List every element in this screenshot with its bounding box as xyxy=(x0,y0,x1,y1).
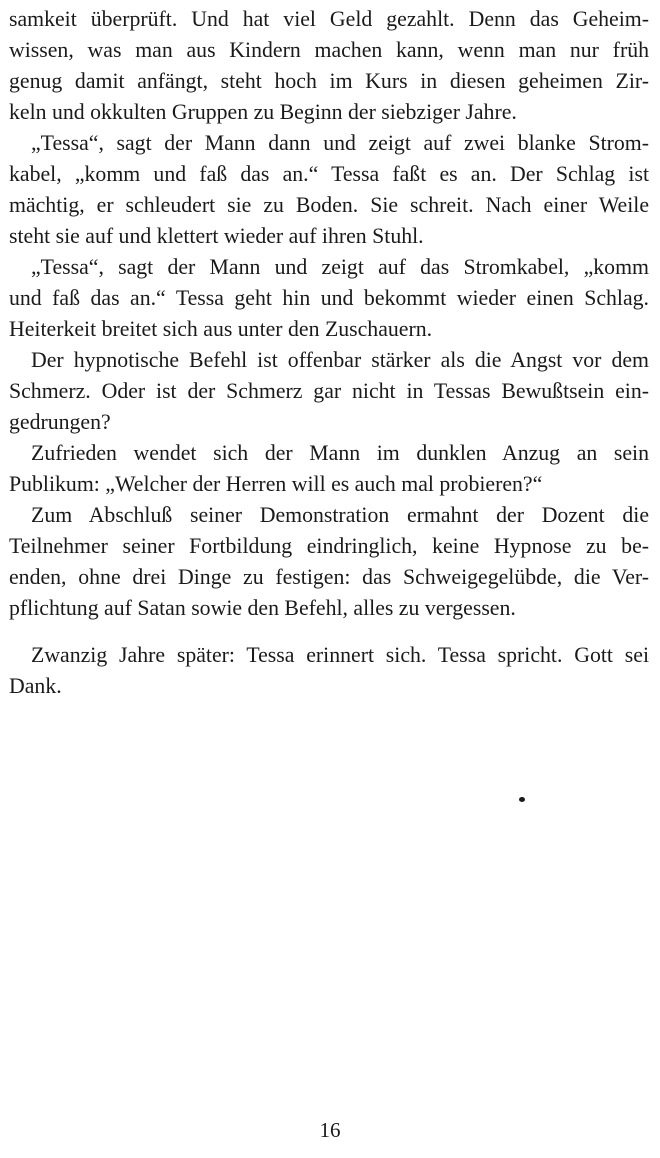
text-line: Dank. xyxy=(9,674,62,698)
text-line: enden, ohne drei Dinge zu festigen: das Schweigegelübde, die Ver- xyxy=(9,565,649,589)
text-line: samkeit überprüft. Und hat viel Geld gezahlt. Denn das Geheim- xyxy=(9,7,649,31)
text-line: Publikum: „Welcher der Herren will es auch mal probieren?“ xyxy=(9,472,543,496)
text-line: Heiterkeit breitet sich aus unter den Zuschauern. xyxy=(9,317,433,341)
text-line: und faß das an.“ Tessa geht hin und bekommt wieder einen Schlag. xyxy=(9,286,649,310)
text-line: Teilnehmer seiner Fortbildung eindringlich, keine Hypnose zu be- xyxy=(9,534,649,558)
text-line: gedrungen? xyxy=(9,410,111,434)
text-line: Zum Abschluß seiner Demonstration ermahnt der Dozent die xyxy=(31,503,649,527)
text-line: Schmerz. Oder ist der Schmerz gar nicht in Tessas Bewußtsein ein- xyxy=(9,379,649,403)
text-line: Zwanzig Jahre später: Tessa erinnert sich. Tessa spricht. Gott sei xyxy=(31,643,649,667)
page-number: 16 xyxy=(319,1118,341,1142)
text-line: „Tessa“, sagt der Mann und zeigt auf das Stromkabel, „komm xyxy=(31,255,649,279)
text-line: genug damit anfängt, steht hoch im Kurs in diesen geheimen Zir- xyxy=(9,69,649,93)
text-line: keln und okkulten Gruppen zu Beginn der siebziger Jahre. xyxy=(9,100,517,124)
text-line: wissen, was man aus Kindern machen kann, wenn man nur früh xyxy=(9,38,649,62)
text-line: steht sie auf und klettert wieder auf ihren Stuhl. xyxy=(9,224,424,248)
text-line: Zufrieden wendet sich der Mann im dunklen Anzug an sein xyxy=(31,441,649,465)
text-line: kabel, „komm und faß das an.“ Tessa faßt es an. Der Schlag ist xyxy=(9,162,649,186)
text-line: mächtig, er schleudert sie zu Boden. Sie schreit. Nach einer Weile xyxy=(9,193,649,217)
text-line: Der hypnotische Befehl ist offenbar stärker als die Angst vor dem xyxy=(31,348,649,372)
ink-speck xyxy=(519,797,525,802)
text-line: „Tessa“, sagt der Mann dann und zeigt auf zwei blanke Strom- xyxy=(31,131,649,155)
text-line: pflichtung auf Satan sowie den Befehl, alles zu vergessen. xyxy=(9,596,516,620)
